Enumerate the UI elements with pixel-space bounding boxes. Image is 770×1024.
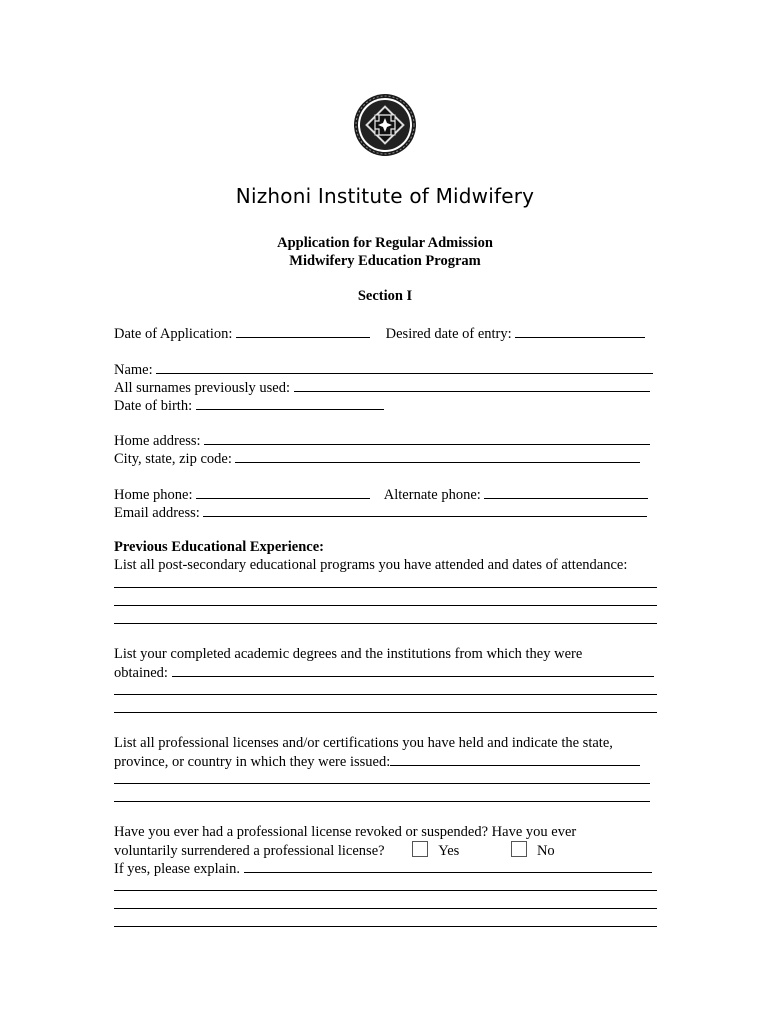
home-address-row [114,431,650,450]
explain-answer-line-3[interactable] [114,908,657,909]
name-row [114,360,653,379]
education-answer-line-2[interactable] [114,605,657,606]
degrees-answer-line-2[interactable] [114,694,657,695]
email-row [114,503,647,522]
desired-date-field[interactable] [515,324,645,338]
desired-date-label: Desired date of entry: [385,326,512,342]
explain-answer-line-2[interactable] [114,890,657,891]
city-state-zip-field[interactable] [235,449,640,463]
phone-row [114,485,648,504]
home-phone-field[interactable] [196,485,370,499]
date-of-application-label: Date of Application: [114,326,233,342]
explain-label: If yes, please explain. [114,861,241,877]
alternate-phone-field[interactable] [484,485,648,499]
no-checkbox[interactable] [511,841,527,857]
home-phone-label: Home phone: [114,487,193,503]
city-state-zip-label: City, state, zip code: [114,451,232,467]
institute-logo-icon [353,93,417,157]
education-prompt-1: List all post-secondary educational programs you have attended and dates of attendance: [114,557,628,573]
section-heading: Section I [357,288,413,304]
form-title: Application for Regular Admission [277,235,493,251]
dob-row [114,396,384,415]
surnames-row [114,378,650,397]
degrees-prompt-line-2: obtained: [114,665,168,681]
licenses-answer-field[interactable] [390,752,640,766]
home-address-label: Home address: [114,433,201,449]
dob-field[interactable] [196,396,384,410]
explain-answer-line-4[interactable] [114,926,657,927]
yes-option[interactable] [412,841,459,860]
alternate-phone-label: Alternate phone: [383,487,481,503]
education-answer-line-1[interactable] [114,587,657,588]
degrees-prompt-row [114,663,654,682]
name-field[interactable] [156,360,653,374]
license-question-line-2: voluntarily surrendered a professional license? [114,843,385,859]
licenses-answer-line-2[interactable] [114,783,650,784]
surnames-field[interactable] [294,378,650,392]
date-of-application-field[interactable] [236,324,370,338]
email-field[interactable] [203,503,647,517]
dob-label: Date of birth: [114,398,193,414]
city-row [114,449,640,468]
explain-field[interactable] [244,859,652,873]
education-heading: Previous Educational Experience: [114,539,324,555]
degrees-prompt-line-1: List your completed academic degrees and the institutions from which they were [114,646,583,662]
education-answer-line-3[interactable] [114,623,657,624]
home-address-field[interactable] [204,431,650,445]
surnames-label: All surnames previously used: [114,380,290,396]
yes-label: Yes [438,843,460,859]
institute-title: Nizhoni Institute of Midwifery [235,184,535,208]
no-option[interactable] [511,841,555,860]
explain-row [114,859,652,878]
name-label: Name: [114,362,153,378]
licenses-prompt-line-1: List all professional licenses and/or certifications you have held and indicate the state, [114,735,613,751]
email-label: Email address: [114,505,200,521]
license-question-row [114,841,555,860]
yes-checkbox[interactable] [412,841,428,857]
no-label: No [536,843,555,859]
license-question-line-1: Have you ever had a professional license revoked or suspended? Have you ever [114,824,577,840]
degrees-answer-field[interactable] [172,663,654,677]
date-row [114,324,645,343]
degrees-answer-line-3[interactable] [114,712,657,713]
licenses-prompt-row [114,752,640,771]
program-title: Midwifery Education Program [289,253,481,269]
licenses-answer-line-3[interactable] [114,801,650,802]
licenses-prompt-line-2: province, or country in which they were issued: [114,754,391,770]
